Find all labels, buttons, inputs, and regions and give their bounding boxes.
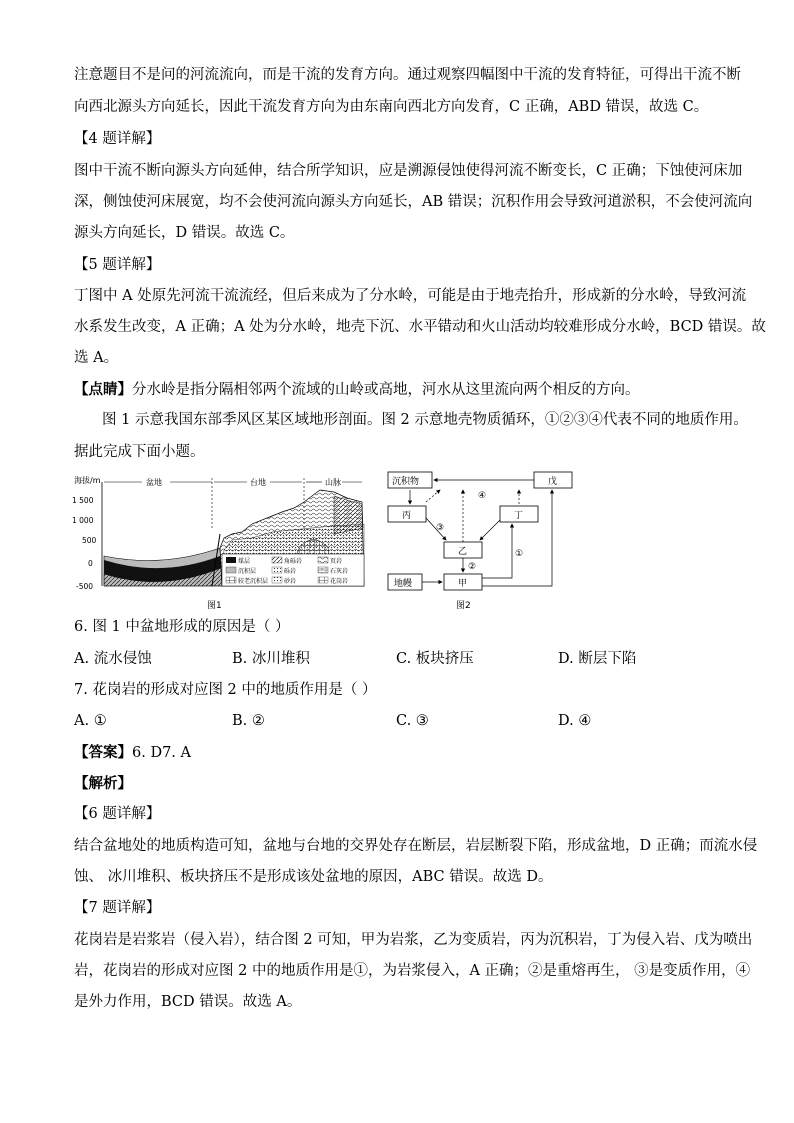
section-heading-q4: 【4 题详解】 [74, 131, 161, 147]
y-tick: 0 [88, 559, 93, 568]
legend-item: 角砾岩 [284, 558, 303, 565]
text-line: 选 A。 [74, 350, 119, 366]
y-tick: 500 [82, 536, 97, 545]
figure-1-terrain-profile [72, 468, 372, 618]
node-yi-label: 乙 [458, 547, 468, 557]
option-6a: A. 流水侵蚀 [74, 651, 152, 667]
legend-item: 砾岩 [284, 568, 297, 575]
legend-swatch [272, 567, 282, 573]
section-heading-q6: 【6 题详解】 [74, 806, 161, 822]
section-heading-q7: 【7 题详解】 [74, 900, 161, 916]
node-bing-label: 丙 [402, 511, 412, 521]
figure-2-caption: 图2 [456, 601, 471, 611]
legend-swatch [226, 557, 236, 563]
intro-line: 图 1 示意我国东部季风区某区域地形剖面。图 2 示意地壳物质循环，①②③④代表不同的地质作用。 [102, 412, 748, 428]
intro-line: 据此完成下面小题。 [74, 444, 205, 460]
node-mantle-label: 地幔 [394, 579, 413, 589]
option-7d: D. ④ [558, 713, 592, 729]
option-7c: C. ③ [396, 713, 429, 729]
label-four: ④ [478, 491, 487, 501]
text-line: 岩，花岗岩的形成对应图 2 中的地质作用是①，为岩浆侵入，A 正确；②是重熔再生， ③是变质作用，④ [74, 963, 751, 979]
legend-item: 花岗岩 [330, 578, 349, 585]
figure-1-caption: 图1 [207, 601, 222, 611]
label-one: ① [515, 549, 524, 559]
text-line: 花岗岩是岩浆岩（侵入岩），结合图 2 可知，甲为岩浆，乙为变质岩，丙为沉积岩，丁为侵入岩、戊为喷出 [74, 932, 753, 948]
legend-swatch [318, 577, 328, 583]
text-line: 蚀、 冰川堆积、板块挤压不是形成该处盆地的原因，ABC 错误。故选 D。 [74, 869, 553, 885]
question-6: 6. 图 1 中盆地形成的原因是（ ） [74, 619, 290, 635]
region-label-platform: 台地 [250, 478, 266, 487]
text-line: 向西北源头方向延长，因此干流发育方向为由东南向西北方向发育，C 正确，ABD 错误，故选 C。 [74, 99, 709, 115]
option-7b: B. ② [232, 713, 265, 729]
text-line: 是外力作用，BCD 错误。故选 A。 [74, 994, 302, 1010]
tip-label: 【点睛】 [74, 381, 132, 398]
node-ding-label: 丁 [514, 511, 524, 521]
node-jia-label: 甲 [458, 579, 468, 589]
text-line: 水系发生改变，A 正确；A 处为分水岭，地壳下沉、水平错动和火山活动均较难形成分水岭，BCD 错误。故 [74, 319, 766, 335]
region-label-mountain: 山脉 [325, 478, 341, 487]
option-6c: C. 板块挤压 [396, 651, 474, 667]
legend-item: 页岩 [330, 558, 343, 565]
text-line: 结合盆地处的地质构造可知，盆地与台地的交界处存在断层，岩层断裂下陷，形成盆地，D 正确；而流水侵 [74, 838, 758, 854]
legend-swatch [272, 557, 282, 563]
answer-text: 6. D7. A [132, 745, 191, 761]
y-tick: -500 [76, 582, 94, 591]
legend-swatch [318, 567, 328, 573]
analysis-heading: 【解析】 [74, 775, 132, 792]
option-6d: D. 断层下陷 [558, 651, 637, 667]
option-7a: A. ① [74, 713, 107, 729]
legend-swatch [272, 577, 282, 583]
text-line: 深，侧蚀使河床展宽，均不会使河流向源头方向延长，AB 错误；沉积作用会导致河道淤积，不会使河流向 [74, 194, 753, 210]
legend-item: 较老沉积层 [238, 578, 269, 585]
tip-line [74, 374, 724, 406]
legend-swatch [226, 577, 236, 583]
y-tick: 1 000 [72, 516, 94, 525]
legend-swatch [226, 567, 236, 573]
legend-item: 沉积层 [238, 568, 257, 575]
figure-2-rock-cycle [384, 468, 584, 618]
region-label-basin: 盆地 [146, 478, 162, 487]
text-line: 图中干流不断向源头方向延伸，结合所学知识，应是溯源侵蚀使得河流不断变长，C 正确；下蚀使河床加 [74, 163, 743, 179]
node-sediment-label: 沉积物 [392, 477, 420, 487]
tip-text: 分水岭是指分隔相邻两个流域的山岭或高地，河水从这里流向两个相反的方向。 [132, 382, 640, 398]
section-heading-q5: 【5 题详解】 [74, 257, 161, 273]
y-tick: 1 500 [72, 496, 94, 505]
question-7: 7. 花岗岩的形成对应图 2 中的地质作用是（ ） [74, 682, 377, 698]
answer-line [74, 737, 724, 769]
y-axis-label: 海拔/m [74, 476, 101, 485]
label-two: ② [468, 562, 477, 572]
text-line: 丁图中 A 处原先河流干流流经，但后来成为了分水岭，可能是由于地壳抬升，形成新的分水岭，导致河流 [74, 288, 747, 304]
text-line: 注意题目不是问的河流流向，而是干流的发育方向。通过观察四幅图中干流的发育特征，可得出干流不断 [74, 67, 741, 83]
answer-label: 【答案】 [74, 744, 132, 761]
legend-swatch [318, 557, 328, 563]
legend-item: 煤层 [238, 558, 251, 565]
label-three: ③ [436, 523, 445, 533]
node-wu-label: 戊 [548, 477, 558, 487]
option-6b: B. 冰川堆积 [232, 651, 310, 667]
text-line: 源头方向延长，D 错误。故选 C。 [74, 225, 295, 241]
legend-item: 石灰岩 [330, 568, 349, 575]
legend-item: 砂岩 [284, 578, 297, 585]
